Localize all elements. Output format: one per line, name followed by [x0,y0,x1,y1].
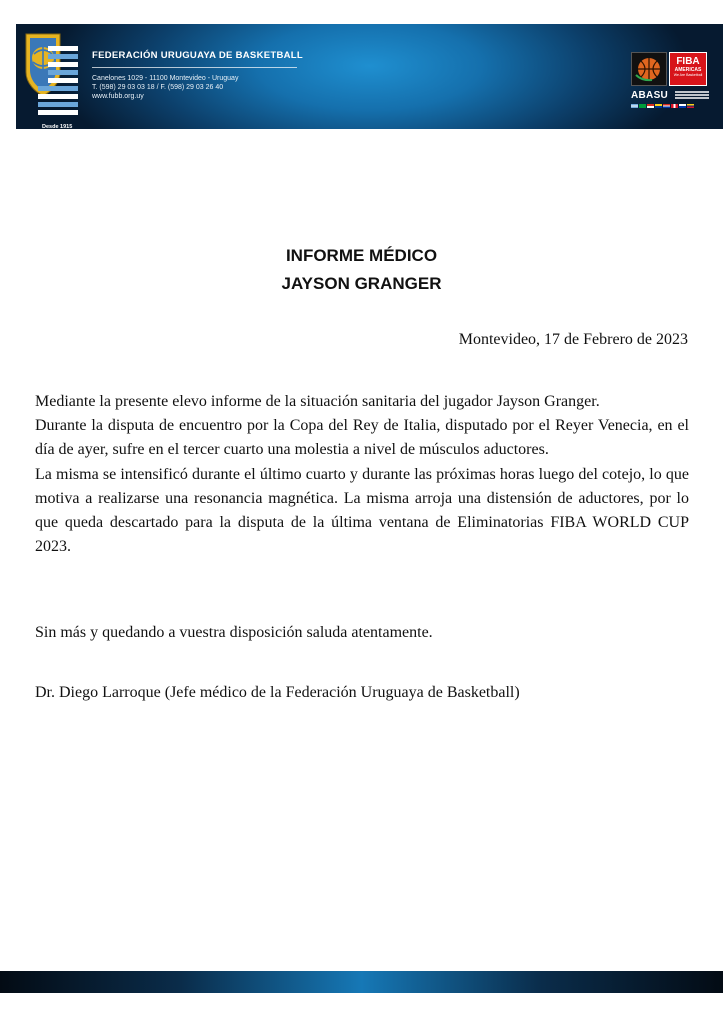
closing-line: Sin más y quedando a vuestra disposición saluda atentamente. [35,624,433,641]
org-divider [92,67,297,68]
org-website: www.fubb.org.uy [92,93,144,100]
document-date: Montevideo, 17 de Febrero de 2023 [458,331,688,348]
flag-icon [639,104,646,108]
footer-bar [0,971,723,993]
fubb-logo [24,32,79,129]
flag-icon [663,104,670,108]
body-paragraph: La misma se intensificó durante el último cuarto y durante las próximas horas luego del cotejo, lo que motiva a realizarse una resonancia magnética. La misma arroja una distensión de aductores, por lo que queda descartado para la disputa de la última ventana de Eliminatorias FIBA WORLD CUP 2023. [35,465,689,556]
fubb-shield-icon [24,32,79,122]
document-title: INFORME MÉDICO [285,246,438,265]
letterhead-banner [16,24,723,129]
abasu-logo-text: ABASU [631,90,669,101]
org-info [92,50,303,101]
flag-icon [687,104,694,108]
partner-logos [631,52,711,112]
abasu-subtitle-lines [675,91,709,99]
org-name: FEDERACIÓN URUGUAYA DE BASKETBALL [92,50,303,61]
flag-icon [679,104,686,108]
document-subject: JAYSON GRANGER [281,274,442,293]
fiba-tagline: We Are Basketball [673,73,703,77]
org-address: Canelones 1029 - 11100 Montevideo - Uruguay [92,75,239,82]
basketball-logo-icon [631,52,667,86]
fiba-word: FIBA [676,56,700,67]
flag-strip [631,104,694,108]
flag-icon [671,104,678,108]
since-label: Desde 1915 [42,124,73,129]
flag-icon [631,104,638,108]
document-body [35,390,689,559]
body-paragraph: Durante la disputa de encuentro por la Copa del Rey de Italia, disputado por el Reyer Venecia, en el día de ayer, sufre en el tercer cuarto una molestia a nivel de músculos aductores. [35,417,689,459]
flag-icon [655,104,662,108]
org-phone: T. (598) 29 03 03 18 / F. (598) 29 03 26 40 [92,84,224,91]
body-paragraph: Mediante la presente elevo informe de la situación sanitaria del jugador Jayson Granger. [35,393,600,410]
fiba-americas-logo [669,52,707,86]
fiba-region: AMERICAS [674,67,702,73]
signature-line: Dr. Diego Larroque (Jefe médico de la Federación Uruguaya de Basketball) [35,684,520,701]
flag-icon [647,104,654,108]
